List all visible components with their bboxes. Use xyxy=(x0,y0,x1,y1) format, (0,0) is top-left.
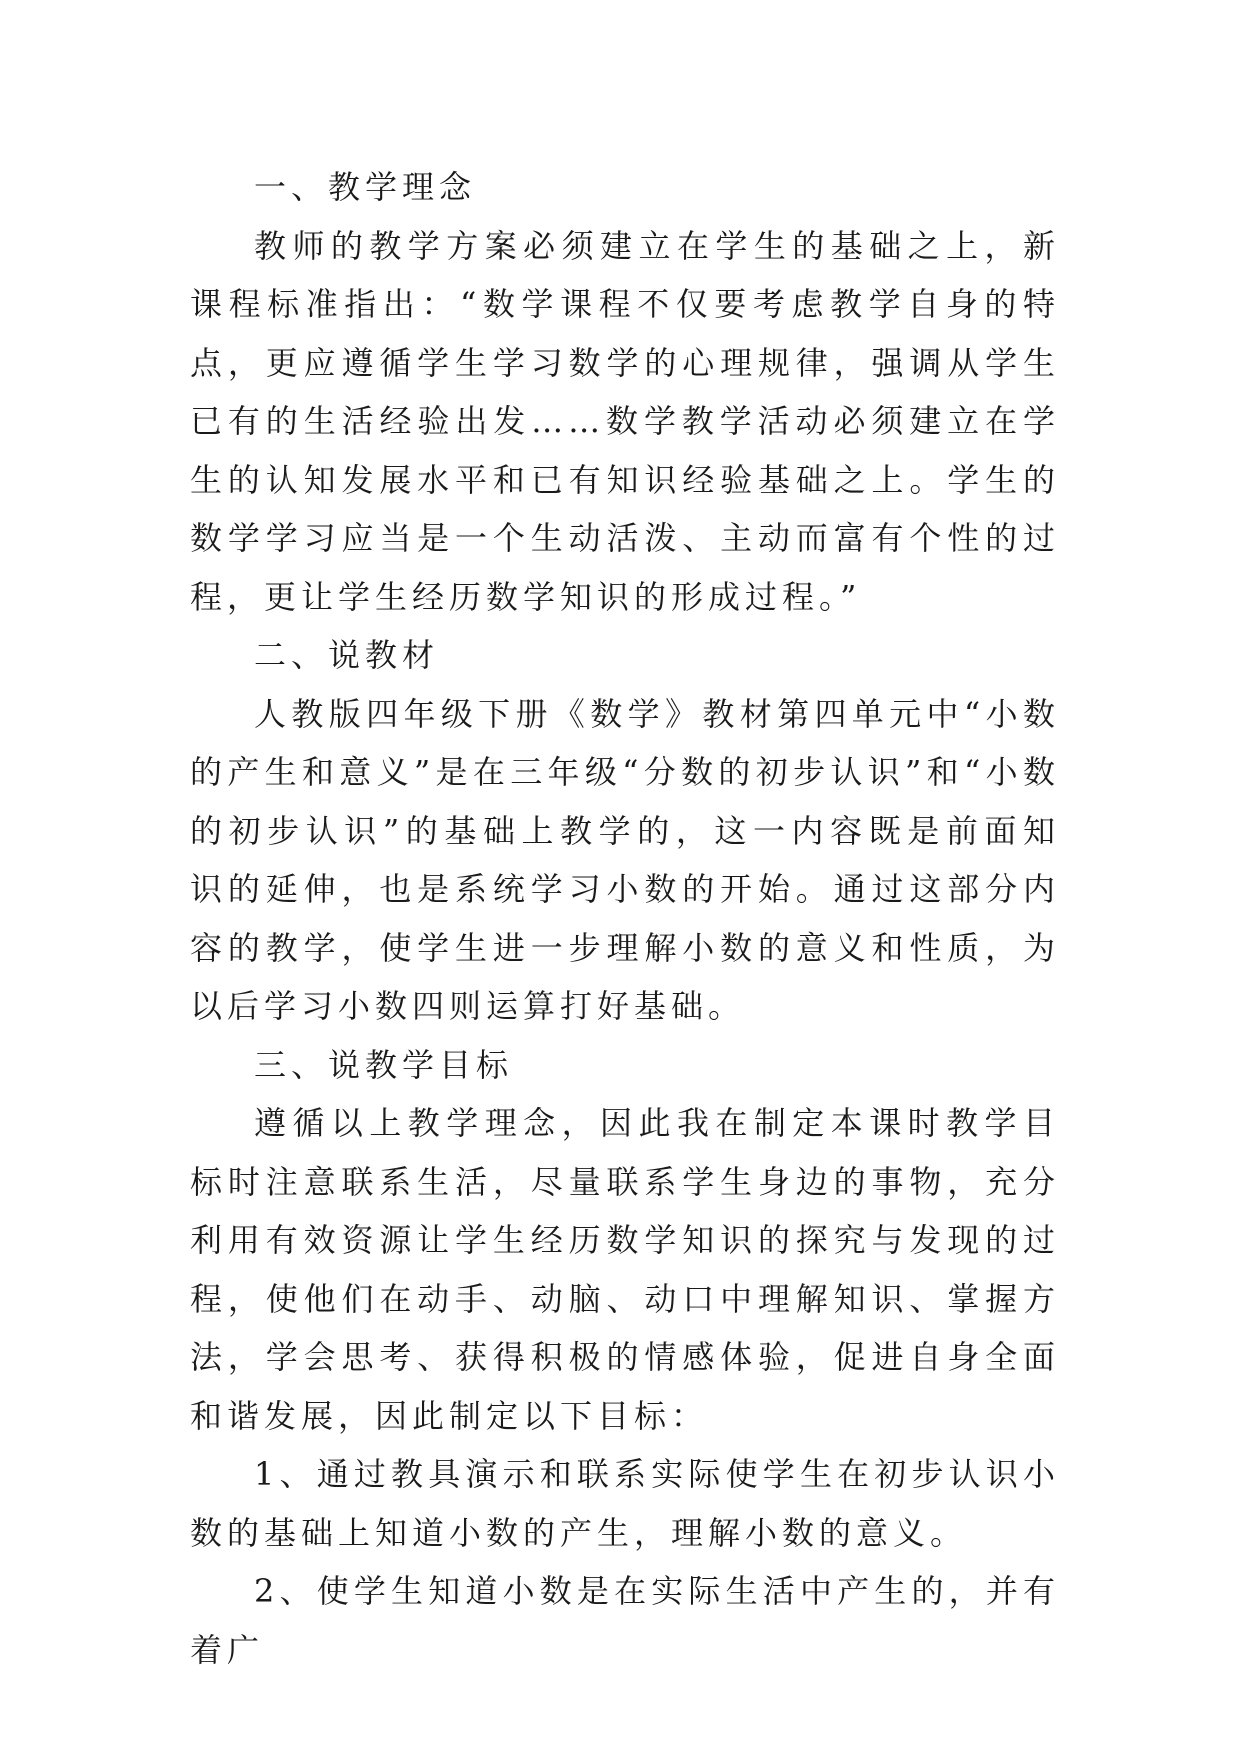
paragraph-teaching-philosophy: 教师的教学方案必须建立在学生的基础之上，新课程标准指出：“数学课程不仅要考虑教学自身的特点，更应遵循学生学习数学的心理规律，强调从学生已有的生活经验出发……数学教学活动必须建立在学生的认知发展水平和已有知识经验基础之上。学生的数学学习应当是一个生动活泼、主动而富有个性的过程，更让学生经历数学知识的形成过程。” xyxy=(190,226,1060,616)
section-heading-textbook: 二、说教材 xyxy=(254,636,440,674)
document-body xyxy=(190,158,1060,1679)
paragraph-textbook: 人教版四年级下册《数学》教材第四单元中“小数的产生和意义”是在三年级“分数的初步认识”和“小数的初步认识”的基础上教学的，这一内容既是前面知识的延伸，也是系统学习小数的开始。通过这部分内容的教学，使学生进一步理解小数的意义和性质，为以后学习小数四则运算打好基础。 xyxy=(190,694,1060,1025)
section-heading-teaching-goals: 三、说教学目标 xyxy=(254,1045,514,1084)
paragraph-teaching-goals: 遵循以上教学理念，因此我在制定本课时教学目标时注意联系生活，尽量联系学生身边的事物，充分利用有效资源让学生经历数学知识的探究与发现的过程，使他们在动手、动脑、动口中理解知识、掌握方法，学会思考、获得积极的情感体验，促进自身全面和谐发展，因此制定以下目标： xyxy=(190,1104,1060,1435)
section-heading-teaching-philosophy: 一、教学理念 xyxy=(254,168,477,206)
paragraph-goal-1: 1、通过教具演示和联系实际使学生在初步认识小数的基础上知道小数的产生，理解小数的意义。 xyxy=(190,1455,1060,1552)
paragraph-goal-2: 2、使学生知道小数是在实际生活中产生的，并有着广 xyxy=(190,1572,1060,1669)
